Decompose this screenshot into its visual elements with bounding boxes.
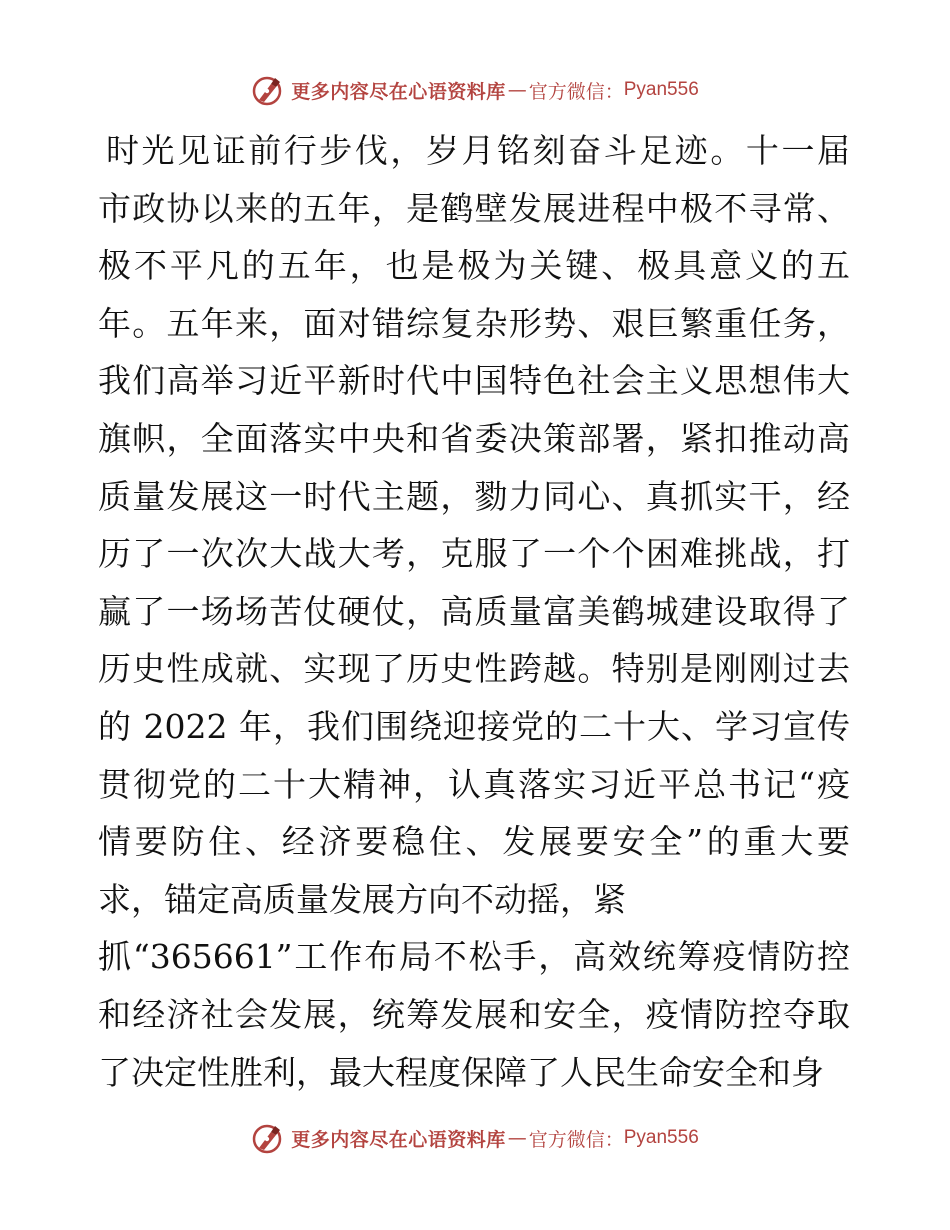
wechat-id: Pyan556 xyxy=(623,1127,699,1148)
body-line: 的 2022 年，我们围绕迎接党的二十大、学习宣传 xyxy=(98,706,850,746)
wechat-label: 官方微信： xyxy=(528,1128,624,1151)
header-banner xyxy=(0,70,950,110)
body-line: 旗帜，全面落实中央和省委决策部署，紧扣推动高 xyxy=(98,418,850,458)
body-line: 情要防住、经济要稳住、发展要安全”的重大要 xyxy=(98,822,850,862)
wechat-label: 官方微信： xyxy=(528,80,624,103)
body-line: 历了一次次大战大考，克服了一个个困难挑战，打 xyxy=(98,534,850,574)
site-name: 更多内容尽在心语资料库 xyxy=(291,80,506,103)
body-line: 求，锚定高质量发展方向不动摇，紧 xyxy=(98,879,626,919)
pen-circle-icon xyxy=(251,73,285,107)
footer-banner xyxy=(0,1118,950,1158)
body-line: 了决定性胜利，最大程度保障了人民生命安全和身 xyxy=(98,1052,824,1092)
body-line: 我们高举习近平新时代中国特色社会主义思想伟大 xyxy=(98,361,850,401)
banner-separator: — xyxy=(507,79,527,101)
body-line: 时光见证前行步伐，岁月铭刻奋斗足迹。十一届 xyxy=(106,131,850,170)
body-line: 市政协以来的五年，是鹤壁发展进程中极不寻常、 xyxy=(98,188,850,228)
body-line: 质量发展这一时代主题，勠力同心、真抓实干，经 xyxy=(98,476,850,516)
body-line: 贯彻党的二十大精神，认真落实习近平总书记“疫 xyxy=(98,764,850,804)
body-line: 年。五年来，面对错综复杂形势、艰巨繁重任务， xyxy=(98,303,850,343)
site-name: 更多内容尽在心语资料库 xyxy=(291,1128,506,1151)
wechat-id: Pyan556 xyxy=(623,79,699,100)
body-line: 历史性成就、实现了历史性跨越。特别是刚刚过去 xyxy=(98,649,850,689)
pen-circle-icon xyxy=(251,1121,285,1155)
banner-separator: — xyxy=(507,1127,527,1149)
body-line: 赢了一场场苦仗硬仗，高质量富美鹤城建设取得了 xyxy=(98,591,850,631)
document-body xyxy=(98,122,850,1101)
body-line: 抓“365661”工作布局不松手，高效统筹疫情防控 xyxy=(98,937,850,977)
body-line: 极不平凡的五年，也是极为关键、极具意义的五 xyxy=(98,246,850,286)
body-line: 和经济社会发展，统筹发展和安全，疫情防控夺取 xyxy=(98,994,850,1034)
